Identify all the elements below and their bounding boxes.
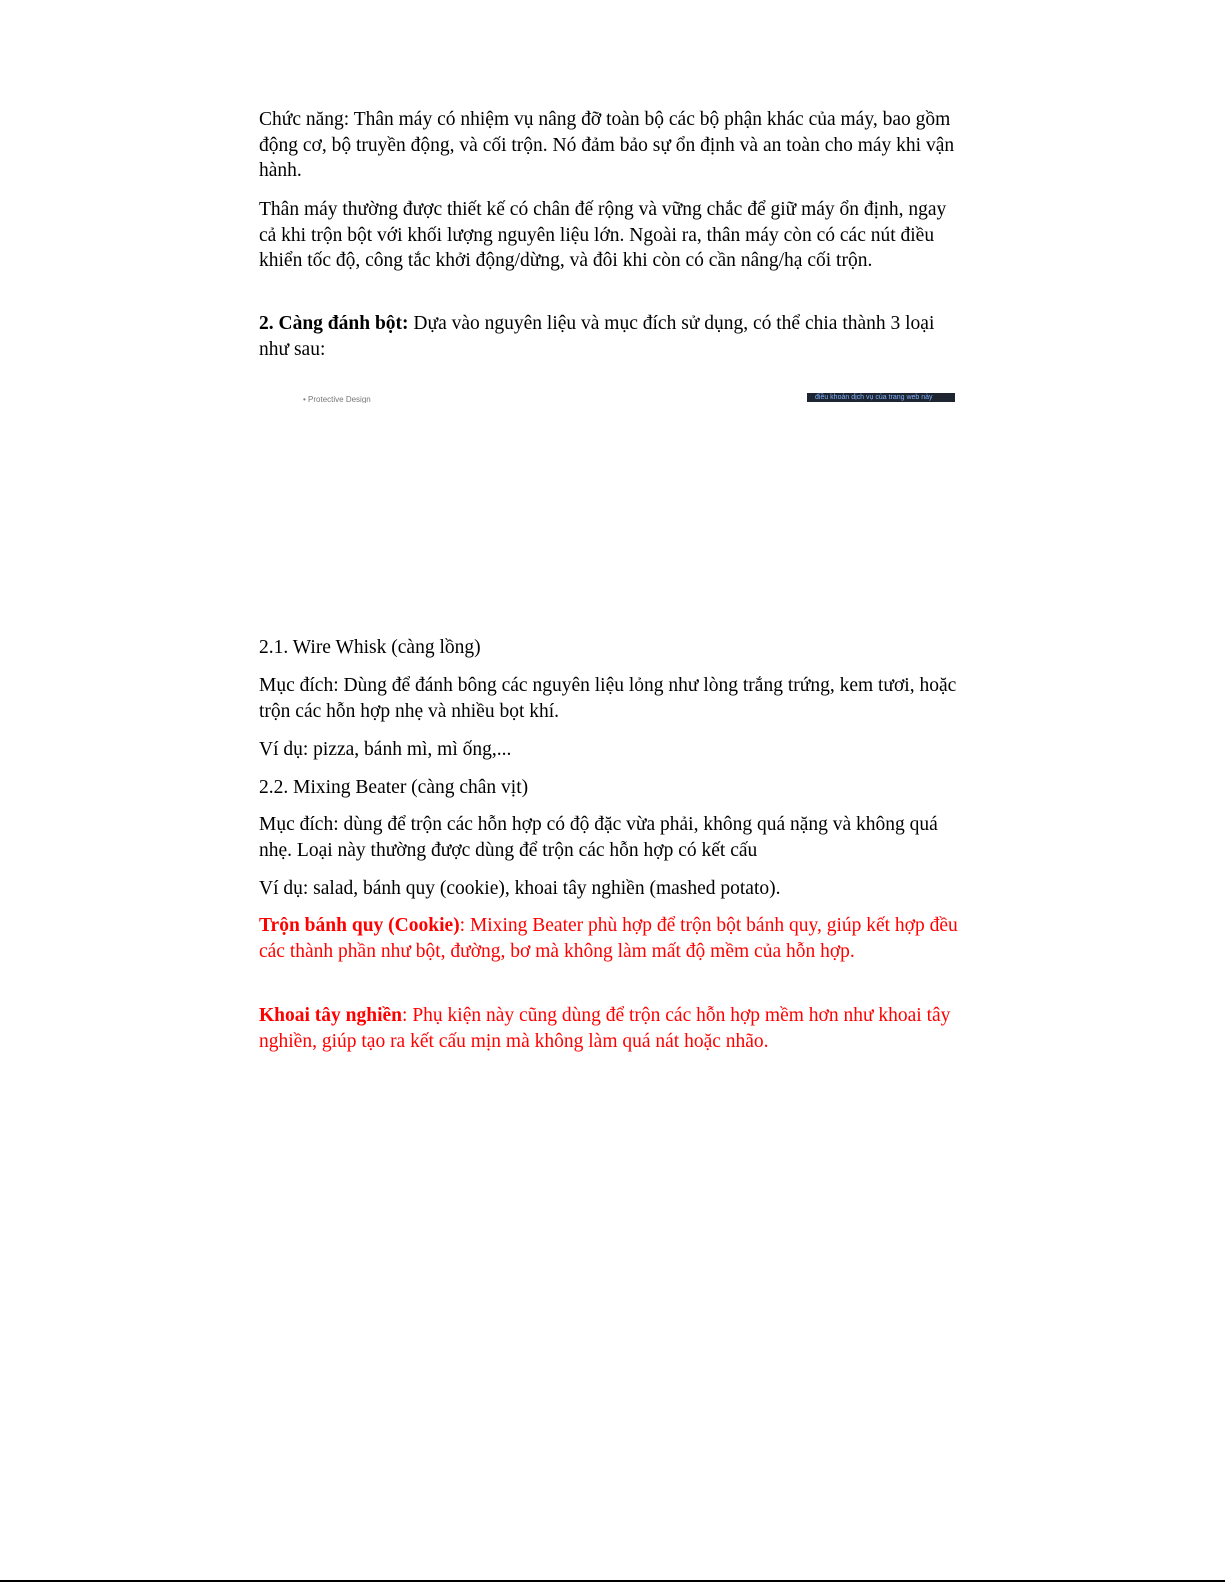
paragraph-mixing-beater-example: Ví dụ: salad, bánh quy (cookie), khoai tây nghiền (mashed potato). bbox=[259, 878, 781, 899]
paragraph-than-may: Thân máy thường được thiết kế có chân đế rộng và vững chắc để giữ máy ổn định, ngay cả khi trộn bột với khối lượng nguyên liệu lớn. Ngoài ra, thân máy còn có các nút điều khiển tốc độ, công tắc khởi động/dừng, và đôi khi còn có cần nâng/hạ cối trộn. bbox=[259, 199, 947, 271]
label-cookie: Trộn bánh quy (Cookie) bbox=[259, 915, 460, 936]
text-potato: : Phụ kiện này cũng dùng để trộn các hỗn hợp mềm hơn như khoai tây nghiền, giúp tạo ra kết cấu mịn mà không làm quá nát hoặc nhão. bbox=[259, 1005, 951, 1052]
section-text-cang-danh-bot: Dựa vào nguyên liệu và mục đích sử dụng, có thể chia thành 3 loại như sau: bbox=[259, 313, 935, 360]
image-caption-left: • Protective Design bbox=[303, 395, 371, 403]
paragraph-potato bbox=[259, 1003, 959, 1054]
paragraph-cookie bbox=[259, 913, 959, 964]
bottom-divider bbox=[0, 1580, 1225, 1582]
heading-wire-whisk: 2.1. Wire Whisk (càng lồng) bbox=[259, 637, 481, 658]
label-potato: Khoai tây nghiền bbox=[259, 1005, 403, 1026]
embedded-image bbox=[259, 392, 959, 612]
paragraph-wire-whisk-example: Ví dụ: pizza, bánh mì, mì ống,... bbox=[259, 739, 512, 760]
image-caption-right-bar bbox=[807, 393, 955, 402]
paragraph-chuc-nang: Chức năng: Thân máy có nhiệm vụ nâng đỡ toàn bộ các bộ phận khác của máy, bao gồm động cơ, bộ truyền động, và cối trộn. Nó đảm bảo sự ổn định và an toàn cho máy khi vận hành. bbox=[259, 109, 955, 181]
paragraph-mixing-beater-purpose: Mục đích: dùng để trộn các hỗn hợp có độ đặc vừa phải, không quá nặng và không quá nhẹ. Loại này thường được dùng để trộn các hỗn hợp có kết cấu bbox=[259, 814, 938, 861]
paragraph-wire-whisk-purpose: Mục đích: Dùng để đánh bông các nguyên liệu lỏng như lòng trắng trứng, kem tươi, hoặc trộn các hỗn hợp nhẹ và nhiều bọt khí. bbox=[259, 675, 957, 722]
text-cookie: : Mixing Beater phù hợp để trộn bột bánh quy, giúp kết hợp đều các thành phần như bột, đường, bơ mà không làm mất độ mềm của hỗn hợp. bbox=[259, 915, 958, 962]
heading-mixing-beater: 2.2. Mixing Beater (càng chân vịt) bbox=[259, 777, 529, 798]
paragraph-cang-danh-bot bbox=[259, 311, 959, 362]
image-caption-right: điều khoản dịch vụ của trang web này bbox=[815, 394, 933, 401]
section-label-cang-danh-bot: 2. Càng đánh bột: bbox=[259, 313, 409, 334]
